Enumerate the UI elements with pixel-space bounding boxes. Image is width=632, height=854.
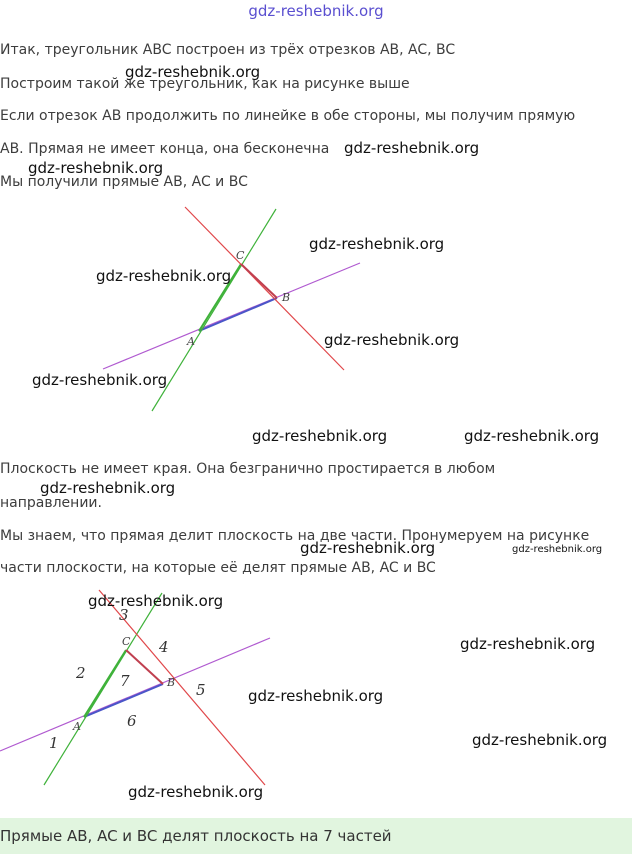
watermark: gdz-reshebnik.org: [248, 687, 384, 705]
watermark: gdz-reshebnik.org: [252, 427, 388, 445]
watermark: gdz-reshebnik.org: [28, 159, 164, 177]
paragraph-4: AB. Прямая не имеет конца, она бесконечна: [0, 141, 330, 157]
region-3: 3: [119, 606, 129, 624]
figure-plane-parts: [0, 585, 280, 790]
watermark: gdz-reshebnik.org: [40, 479, 176, 497]
conclusion-text: Прямые AB, AC и BC делят плоскость на 7 частей: [0, 827, 392, 845]
label-a: A: [187, 335, 195, 348]
region-6: 6: [127, 712, 137, 730]
watermark: gdz-reshebnik.org: [88, 592, 224, 610]
watermark: gdz-reshebnik.org: [460, 635, 596, 653]
site-link[interactable]: gdz-reshebnik.org: [248, 2, 384, 20]
paragraph-7b: части плоскости, на которые её делят прямые AB, AC и BC: [0, 560, 436, 576]
region-2: 2: [76, 664, 86, 682]
region-5: 5: [196, 681, 206, 699]
watermark: gdz-reshebnik.org: [324, 331, 460, 349]
line-bc: [185, 207, 344, 370]
watermark: gdz-reshebnik.org: [512, 544, 603, 555]
paragraph-5: Мы получили прямые AB, AC и BC: [0, 174, 248, 190]
region-1: 1: [49, 734, 59, 752]
region-7: 7: [120, 672, 130, 690]
watermark: gdz-reshebnik.org: [125, 63, 261, 81]
label-b: B: [282, 291, 291, 304]
paragraph-2: Построим такой же треугольник, как на рисунке выше: [0, 76, 410, 92]
label-b: B: [167, 676, 176, 689]
label-c: C: [236, 249, 245, 262]
region-4: 4: [159, 638, 169, 656]
line-ab: [0, 638, 270, 751]
label-a: A: [73, 720, 81, 733]
paragraph-3: Если отрезок AB продолжить по линейке в обе стороны, мы получим прямую: [0, 108, 576, 124]
line-ac: [44, 593, 162, 785]
watermark: gdz-reshebnik.org: [472, 731, 608, 749]
watermark: gdz-reshebnik.org: [464, 427, 600, 445]
watermark: gdz-reshebnik.org: [128, 783, 264, 801]
paragraph-6b: направлении.: [0, 495, 102, 511]
watermark: gdz-reshebnik.org: [309, 235, 445, 253]
conclusion-box: [0, 818, 632, 854]
watermark: gdz-reshebnik.org: [96, 267, 232, 285]
line-ac: [152, 209, 276, 411]
label-c: C: [122, 635, 131, 648]
paragraph-7a: Мы знаем, что прямая делит плоскость на две части. Пронумеруем на рисунке: [0, 528, 590, 544]
watermark: gdz-reshebnik.org: [32, 371, 168, 389]
paragraph-1: Итак, треугольник ABC построен из трёх отрезков AB, AC, BC: [0, 42, 456, 58]
watermark: gdz-reshebnik.org: [344, 139, 480, 157]
segment-bc: [241, 264, 277, 298]
segment-bc: [126, 650, 163, 684]
watermark: gdz-reshebnik.org: [300, 539, 436, 557]
paragraph-6a: Плоскость не имеет края. Она безгранично простирается в любом: [0, 461, 496, 477]
